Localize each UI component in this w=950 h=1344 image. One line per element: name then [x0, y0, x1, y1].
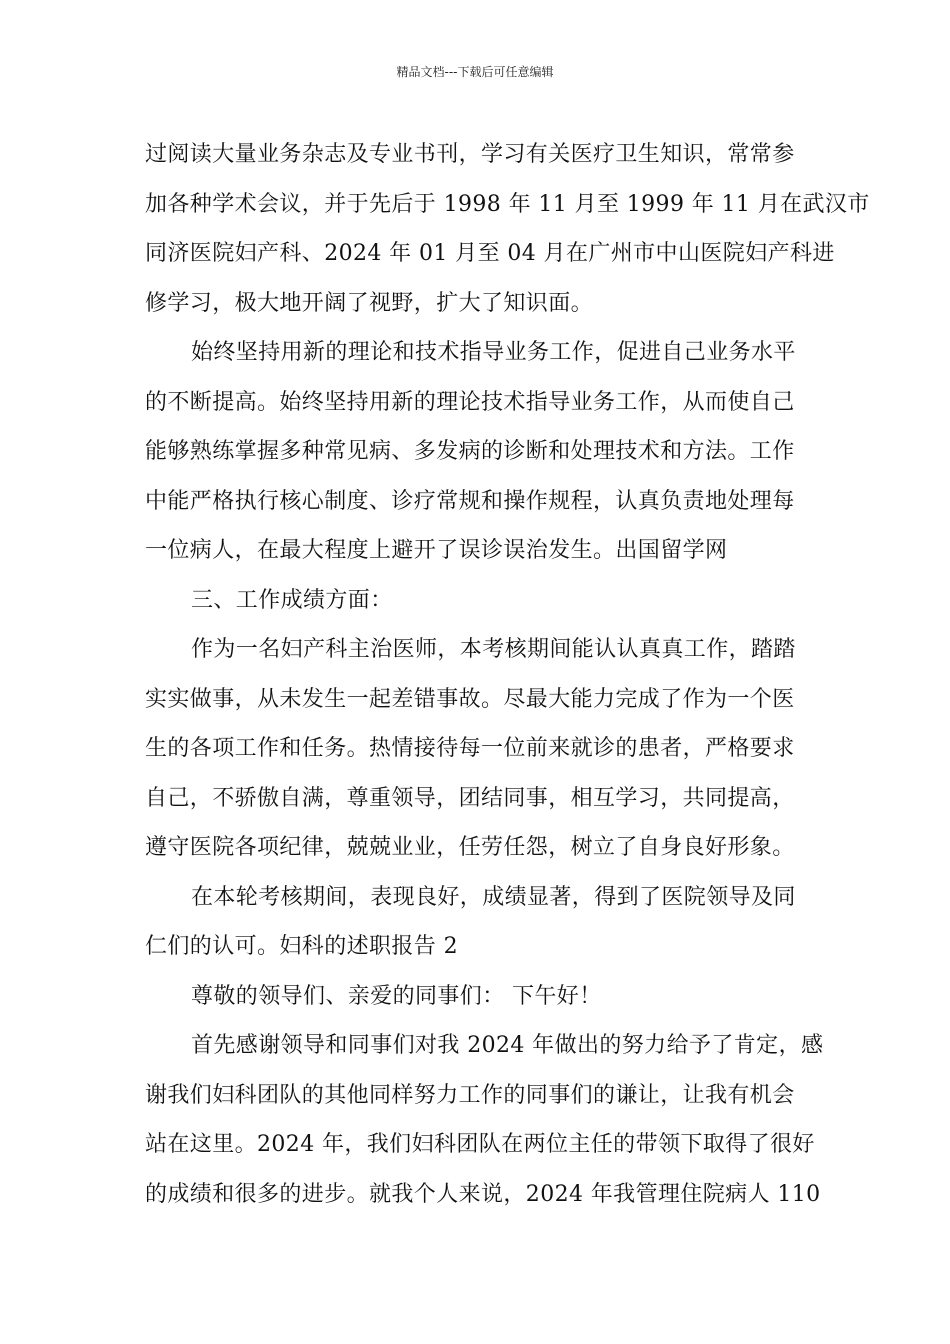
text-line: 过阅读大量业务杂志及专业书刊，学习有关医疗卫生知识，常常参 [145, 142, 795, 167]
text-line: 生的各项工作和任务。热情接待每一位前来就诊的患者，严格要求 [145, 736, 795, 761]
text-line: 的成绩和很多的进步。就我个人来说，2024 年我管理住院病人 110 [145, 1181, 821, 1207]
text-line: 在本轮考核期间，表现良好，成绩显著，得到了医院领导及同 [191, 884, 796, 910]
document-body [145, 130, 870, 1219]
text-line: 首先感谢领导和同事们对我 2024 年做出的努力给予了肯定，感 [191, 1033, 824, 1058]
text-line: 加各种学术会议，并于先后于 1998 年 11 月至 1999 年 11 月在武汉市 [145, 191, 870, 217]
text-line: 作为一名妇产科主治医师，本考核期间能认认真真工作，踏踏 [191, 637, 796, 662]
text-line: 修学习，极大地开阔了视野，扩大了知识面。 [145, 290, 594, 316]
text-line: 同济医院妇产科、2024 年 01 月至 04 月在广州市中山医院妇产科进 [145, 241, 835, 266]
text-line: 遵守医院各项纪律，兢兢业业，任劳任怨，树立了自身良好形象。 [145, 835, 795, 860]
text-line: 自己，不骄傲自满，尊重领导，团结同事，相互学习，共同提高， [145, 785, 795, 811]
text-line: 谢我们妇科团队的其他同样努力工作的同事们的谦让，让我有机会 [145, 1082, 795, 1108]
text-line: 中能严格执行核心制度、诊疗常规和操作规程，认真负责地处理每 [145, 488, 795, 514]
text-line: 三、工作成绩方面： [191, 587, 393, 613]
text-line: 一位病人，在最大程度上避开了误诊误治发生。出国留学网 [145, 538, 728, 563]
page-header: 精品文档---下载后可任意编辑 [396, 65, 554, 79]
text-line: 实实做事，从未发生一起差错事故。尽最大能力完成了作为一个医 [145, 686, 795, 712]
text-line: 能够熟练掌握多种常见病、多发病的诊断和处理技术和方法。工作 [145, 439, 795, 464]
text-line: 的不断提高。始终坚持用新的理论技术指导业务工作，从而使自己 [145, 389, 795, 415]
text-line: 站在这里。2024 年，我们妇科团队在两位主任的带领下取得了很好 [145, 1132, 815, 1157]
text-line: 始终坚持用新的理论和技术指导业务工作，促进自己业务水平 [191, 340, 796, 365]
text-line: 仁们的认可。妇科的述职报告 2 [145, 934, 458, 959]
text-line: 尊敬的领导们、亲爱的同事们： 下午好！ [191, 983, 602, 1009]
